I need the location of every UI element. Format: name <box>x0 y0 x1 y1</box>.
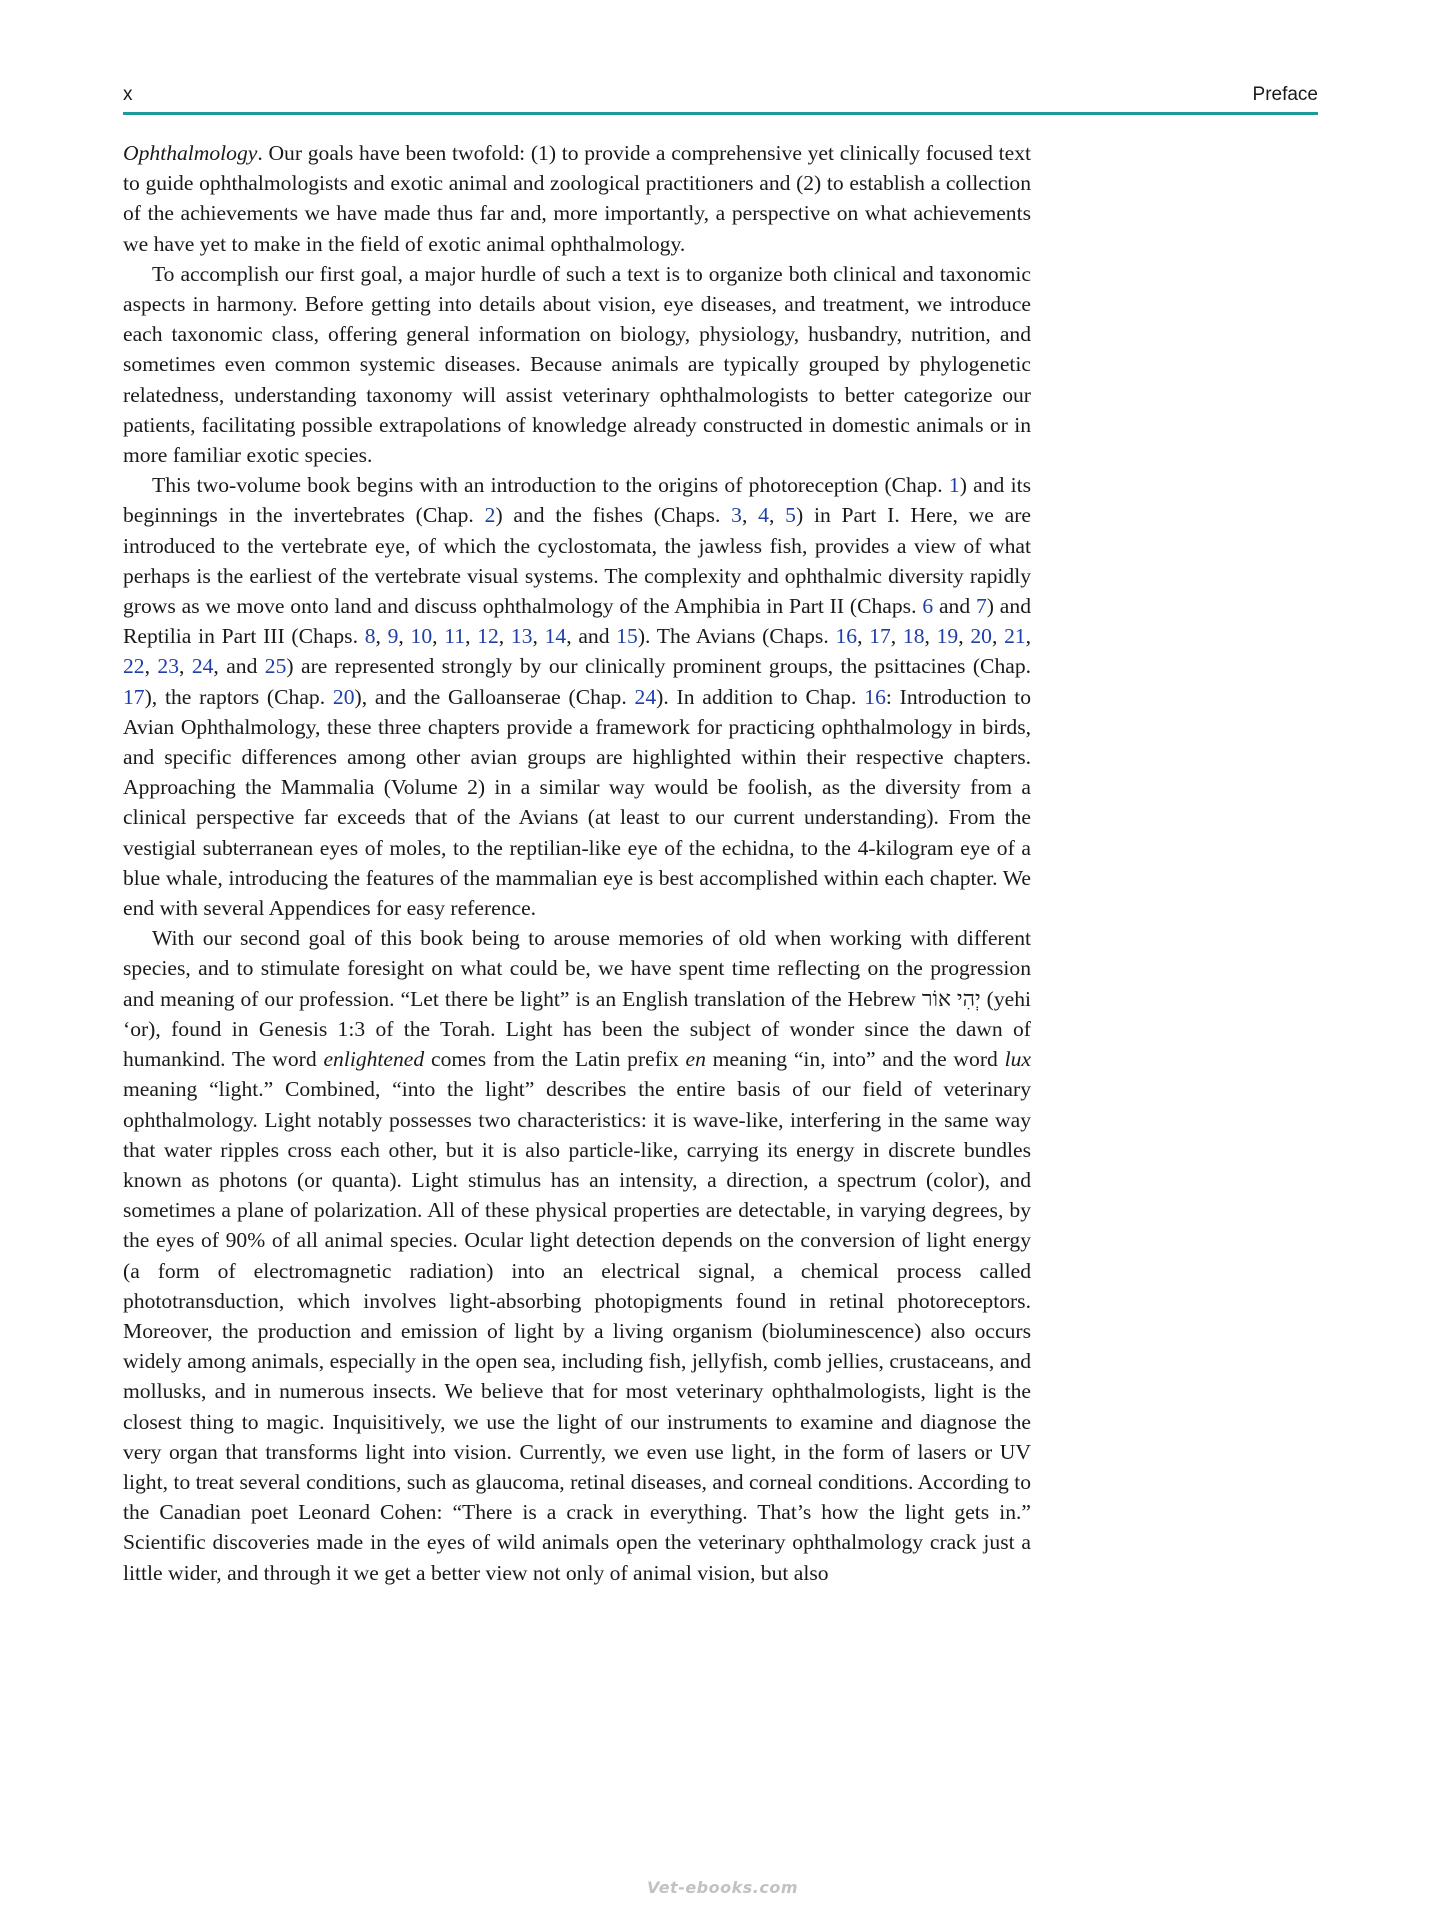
chapter-link[interactable]: 12 <box>477 624 499 649</box>
watermark-logo: Vet-ebooks.com <box>646 1878 799 1897</box>
chapter-link[interactable]: 19 <box>936 624 959 649</box>
chapter-link[interactable]: 24 <box>634 684 657 709</box>
chapter-link[interactable]: 4 <box>758 503 769 528</box>
chapter-link[interactable]: 7 <box>975 594 987 619</box>
chapter-link[interactable]: 5 <box>785 503 796 528</box>
paragraph-2: To accomplish our first goal, a major hurdle of such a text is to organize both clinical and taxonomic aspects in harmony. Before getting into details about vision, eye diseases, and treatment, we introduce each taxonomic class, offering general information on biology, physiology, husbandry, nutrition, and sometimes even common systemic diseases. Because animals are typically grouped by phylogenetic relatedness, understanding taxonomy will assist veterinary ophthalmologists to better categorize our patients, facilitating possible extrapolations of knowledge already constructed in domestic animals or in more familiar exotic species. <box>123 261 1031 468</box>
chapter-link[interactable]: 17 <box>123 684 145 709</box>
chapter-link[interactable]: 25 <box>264 654 287 679</box>
chapter-link[interactable]: 11 <box>444 624 466 649</box>
section-title: Preface <box>1252 84 1318 105</box>
chapter-link[interactable]: 20 <box>970 624 992 649</box>
chapter-link[interactable]: 10 <box>410 624 433 649</box>
chapter-link[interactable]: 16 <box>835 624 858 649</box>
paragraph-3: This two-volume book begins with an introduction to the origins of photoreception (Chap. 1) and its beginnings in the invertebrates (Chap. 2) and the fishes (Chaps. 3, 4, 5) in Part I. Here, we are introduced to the vertebrate eye, of which the cyclostomata, the jawless fish, provides a view of what perhaps is the earliest of the vertebrate visual systems. The complexity and ophthalmic diversity rapidly grows as we move onto land and discuss ophthalmology of the Amphibia in Part II (Chaps. 6 and 7) and Reptilia in Part III (Chaps. 8, 9, 10, 11, 12, 13, 14, and 15). The Avians (Chaps. 16, 17, 18, 19, 20, 21, 22, 23, 24, and 25) are represented strongly by our clinically prominent groups, the psittacines (Chap. 17), the raptors (Chap. 20), and the Galloanserae (Chap. 24). In addition to Chap. 16: Introduction to Avian Ophthalmology, these three chapters provide a framework for practicing ophthalmology in birds, and specific differences among other avian groups are highlighted within their respective chapters. Approaching the Mammalia (Volume 2) in a similar way would be foolish, as the diversity from a clinical perspective far exceeds that of the Avians (at least to our current understanding). From the vestigial subterranean eyes of moles, to the reptilian-like eye of the echidna, to the 4-kilogram eye of a blue whale, introducing the features of the mammalian eye is best accomplished within each chapter. We end with several Appendices for easy reference. <box>123 473 1032 921</box>
italic-term: enlightened <box>323 1047 425 1072</box>
chapter-link[interactable]: 22 <box>123 654 145 679</box>
italic-term: lux <box>1004 1047 1031 1072</box>
italic-term: en <box>685 1047 706 1072</box>
chapter-link[interactable]: 6 <box>922 594 934 619</box>
chapter-link[interactable]: 1 <box>948 473 960 498</box>
chapter-link[interactable]: 16 <box>864 684 886 709</box>
chapter-link[interactable]: 14 <box>544 624 567 649</box>
chapter-link[interactable]: 21 <box>1004 624 1026 649</box>
running-header <box>123 84 1318 115</box>
paragraph-4: With our second goal of this book being to arouse memories of old when working with different species, and to stimulate foresight on what could be, we have spent time reflecting on the progression and meaning of our profession. “Let there be light” is an English translation of the Hebrew יְהִי אוֹר (yehi ‘or), found in Genesis 1:3 of the Torah. Light has been the subject of wonder since the dawn of humankind. The word enlightened comes from the Latin prefix en meaning “in, into” and the word lux meaning “light.” Combined, “into the light” describes the entire basis of our field of veterinary ophthalmology. Light notably possesses two characteristics: it is wave-like, interfering in the same way that water ripples cross each other, but it is also particle-like, carrying its energy in discrete bundles known as photons (or quanta). Light stimulus has an intensity, a direction, a spectrum (color), and sometimes a plane of polarization. All of these physical properties are detectable, in varying degrees, by the eyes of 90% of all animal species. Ocular light detection depends on the conversion of light energy (a form of electromagnetic radiation) into an electrical signal, a chemical process called phototransduction, which involves light-absorbing photopigments found in retinal photoreceptors. Moreover, the production and emission of light by a living organism (bioluminescence) also occurs widely among animals, especially in the open sea, including fish, jellyfish, comb jellies, crustaceans, and mollusks, and in numerous insects. We believe that for most veterinary ophthalmologists, light is the closest thing to magic. Inquisitively, we use the light of our instruments to examine and diagnose the very organ that transforms light into vision. Currently, we even use light, in the form of lasers or UV light, to treat several conditions, such as glaucoma, retinal diseases, and corneal conditions. According to the Canadian poet Leonard Cohen: “There is a crack in everything. That’s how the light gets in.” Scientific discoveries made in the eyes of wild animals open the veterinary ophthalmology crack just a little wider, and through it we get a better view not only of animal vision, but also <box>123 926 1031 1585</box>
chapter-link[interactable]: 17 <box>869 624 891 649</box>
chapter-link[interactable]: 2 <box>484 503 496 528</box>
chapter-link[interactable]: 13 <box>510 624 533 649</box>
chapter-link[interactable]: 8 <box>364 624 376 649</box>
chapter-link[interactable]: 23 <box>157 654 179 679</box>
body-text <box>123 138 1031 1588</box>
chapter-link[interactable]: 3 <box>731 503 742 528</box>
chapter-link[interactable]: 20 <box>332 684 355 709</box>
chapter-link[interactable]: 18 <box>902 624 925 649</box>
paragraph-1: Ophthalmology. Our goals have been twofold: (1) to provide a comprehensive yet clinically focused text to guide ophthalmologists and exotic animal and zoological practitioners and (2) to establish a collection of the achievements we have made thus far and, more importantly, a perspective on what achievements we have yet to make in the field of exotic animal ophthalmology. <box>123 141 1031 256</box>
italic-term: Ophthalmology <box>123 141 258 165</box>
chapter-link[interactable]: 15 <box>616 624 638 649</box>
chapter-link[interactable]: 9 <box>387 624 399 649</box>
page-number: x <box>123 84 133 105</box>
chapter-link[interactable]: 24 <box>191 654 214 679</box>
